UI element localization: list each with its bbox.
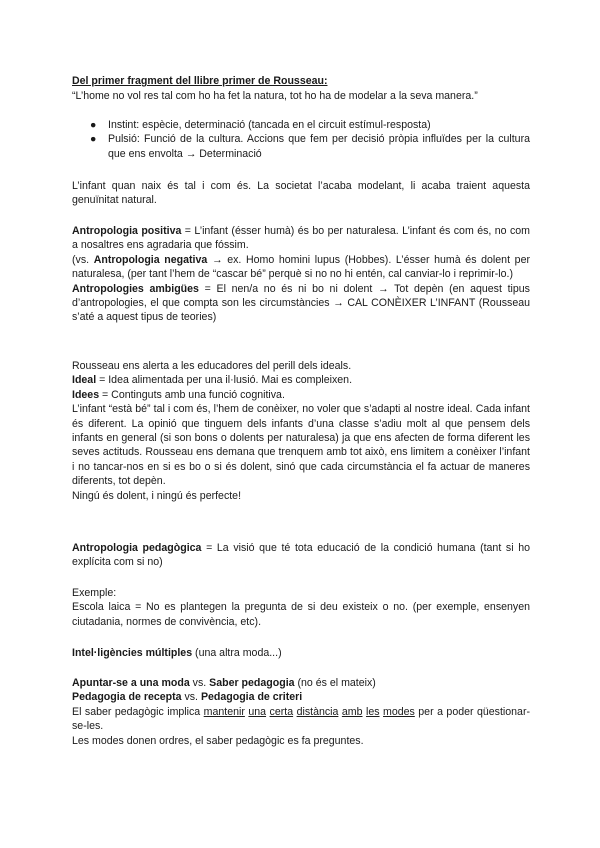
moda-term: Apuntar-se a una moda [72, 677, 190, 689]
recepta-term: Pedagogia de recepta [72, 691, 182, 704]
pedagogica-paragraph: Antropologia pedagògica = La visió que té tota educació de la condició humana (tant si ho explícita com si no) [72, 542, 530, 569]
antropologia-paragraph: Antropologia positiva = L’infant (ésser humà) és bo per naturalesa. L’infant és com és, no com a nosaltres ens agradaria que fóssim. (vs. Antropologia negativa → ex. Homo homini lupus (Hobbes). L’ésser humà és dolent per naturalesa, (per tant l’hem de “cascar bé” perquè si no no hi entén, cal canviar-lo i reprimir-lo.) Antropologies ambigües = El nen/a no és ni bo ni dolent → Tot depèn (en aquest tipus d’antropologies, el que compta son les circumstàncies → CAL CONÈIXER L’INFANT (Rousseau s’até a aquest tipus de teories) [72, 225, 530, 324]
exemple-paragraph: Exemple: Escola laica = No es plantegen la pregunta de si deu existeix o no. (per exemple, ensenyen ciutadania, normes de convivència, etc). [72, 587, 530, 628]
criteri-term: Pedagogia de criteri [200, 691, 303, 704]
bullet-icon: ● [90, 119, 97, 131]
rousseau-quote: “L’home no vol res tal com ho ha fet la natura, tot ho ha de modelar a la seva manera.” [72, 90, 478, 102]
bullet-icon: ● [90, 133, 97, 146]
bullet-list [72, 118, 530, 161]
bullet-item: ● Pulsió: Funció de la cultura. Accions que fem per decisió pròpia influïdes per la cultura que ens envolta → Determinació [90, 133, 530, 160]
infant-paragraph: L’infant quan naix és tal i com és. La societat l’acaba modelant, li acaba traient aquesta genuïnitat natural. [72, 180, 530, 207]
saber-term: Saber pedagogia [209, 677, 295, 689]
bullet-item: ● Instint: espècie, determinació (tancada en el circuit estímul-resposta) [90, 119, 431, 131]
heading-text: Del primer fragment del llibre primer de Rousseau: [72, 75, 328, 87]
intel-term: Intel·ligències múltiples [72, 647, 193, 659]
section-heading [72, 74, 530, 88]
positive-term: Antropologia positiva [72, 225, 182, 237]
intel-paragraph: Intel·ligències múltiples (una altra moda...) [72, 647, 282, 659]
pedagogica-term: Antropologia pedagògica [72, 542, 202, 554]
ideal-term: Ideal [72, 374, 97, 387]
idees-term: Idees [72, 388, 100, 401]
moda-paragraph: Apuntar-se a una moda vs. Saber pedagogia (no és el mateix) Pedagogia de recepta vs. Pedagogia de criteri El saber pedagògic implica mantenir una certa distància amb les modes per a poder qüestionar-se-les. Les modes donen ordres, el saber pedagògic es fa preguntes. [72, 677, 530, 747]
ideals-paragraph: Rousseau ens alerta a les educadores del perill dels ideals. Ideal = Idea alimentada per una il·lusió. Mai es compleixen. Idees = Continguts amb una funció cognitiva. L’infant “està bé” tal i com és, l’hem de conèixer, no voler que s’adapti al nostre ideal. Cada infant és diferent. La opinió que tinguem dels infants d’una classe s’adiu molt al que pensem dels infants en general (si son bons o dolents per naturalesa) ja que ens afecten de forma diferent les seves actituds. Rousseau ens demana que trenquem amb tot això, ens limitem a conèixer l’infant i no tancar-nos en si es bo o si és dolent, sinó que cada circumstància el fa actuar de maneres diferents, tot depèn. Ningú és dolent, i ningú és perfecte! [72, 360, 530, 502]
negative-term: Antropologia negativa [93, 253, 208, 266]
ambiguous-term: Antropologies ambigües [72, 282, 199, 295]
